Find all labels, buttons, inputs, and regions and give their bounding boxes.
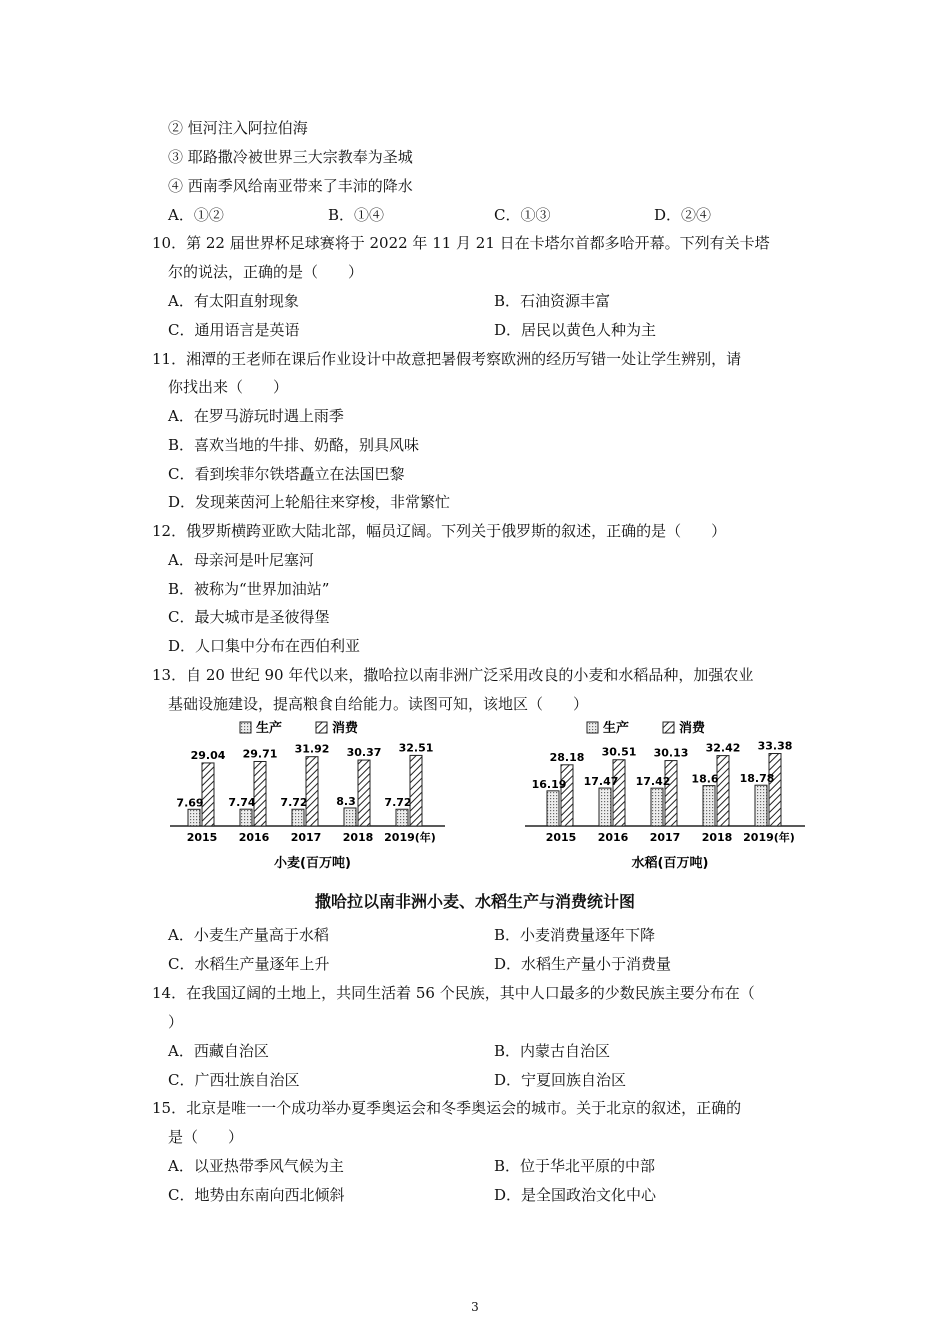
q10-option-b: B．石油资源丰富 (494, 292, 611, 310)
rice-bar-consumption-0 (561, 765, 573, 826)
rice-label-consumption-2: 30.13 (653, 746, 689, 760)
rice-label-production-3: 18.6 (691, 772, 719, 786)
rice-tick-3: 2018 (701, 831, 733, 844)
q10-option-d: D．居民以黄色人种为主 (494, 321, 657, 339)
wheat-label-consumption-0: 29.04 (190, 748, 226, 762)
wheat-label-consumption-1: 29.71 (242, 747, 278, 761)
rice-legend-consumption-swatch (663, 722, 674, 733)
q12-option-b: B．被称为“世界加油站” (168, 580, 330, 598)
wheat-tick-1: 2016 (238, 831, 270, 844)
wheat-tick-2: 2017 (290, 831, 322, 844)
wheat-bar-consumption-1 (254, 761, 266, 826)
q13-stem-line1: 13．自 20 世纪 90 年代以来，撒哈拉以南非洲广泛采用改良的小麦和水稻品种，加强农业 (152, 666, 754, 684)
wheat-label-production-3: 8.3 (336, 794, 356, 808)
q13-option-c: C．水稻生产量逐年上升 (168, 955, 330, 973)
q15-stem-line1: 15．北京是唯一一个成功举办夏季奥运会和冬季奥运会的城市。关于北京的叙述，正确的 (152, 1099, 742, 1117)
rice-tick-4: 2019(年) (743, 831, 795, 844)
rice-legend-production-swatch (587, 722, 598, 733)
q10-option-c: C．通用语言是英语 (168, 321, 300, 339)
rice-legend-production-label: 生产 (603, 721, 630, 736)
rice-label-production-0: 16.19 (531, 777, 567, 791)
rice-label-consumption-1: 30.51 (601, 745, 637, 759)
q10-stem-line1: 10．第 22 届世界杯足球赛将于 2022 年 11 月 21 日在卡塔尔首都多哈开幕。下列有关卡塔 (152, 234, 770, 252)
rice-chart-title: 水稻(百万吨) (631, 856, 709, 871)
q15-option-d: D．是全国政治文化中心 (494, 1186, 657, 1204)
wheat-bar-consumption-2 (306, 757, 318, 826)
crop-charts (160, 714, 810, 884)
rice-label-consumption-3: 32.42 (705, 741, 741, 755)
rice-bar-production-2 (651, 788, 663, 826)
rice-bar-production-4 (755, 785, 767, 826)
wheat-legend-production-label: 生产 (256, 721, 283, 736)
q11-stem-line1: 11．湘潭的王老师在课后作业设计中故意把暑假考察欧洲的经历写错一处让学生辨别，请 (152, 350, 742, 368)
q14-option-d: D．宁夏回族自治区 (494, 1071, 627, 1089)
rice-bar-production-1 (599, 788, 611, 826)
q15-option-c: C．地势由东南向西北倾斜 (168, 1186, 345, 1204)
q11-option-d: D．发现莱茵河上轮船往来穿梭，非常繁忙 (168, 493, 451, 511)
rice-legend-consumption-label: 消费 (679, 721, 706, 736)
q14-stem-line1: 14．在我国辽阔的土地上，共同生活着 56 个民族，其中人口最多的少数民族主要分布在（ (152, 984, 755, 1002)
q15-option-b: B．位于华北平原的中部 (494, 1157, 656, 1175)
rice-label-production-2: 17.42 (635, 775, 671, 789)
wheat-tick-3: 2018 (342, 831, 374, 844)
figure-title: 撒哈拉以南非洲小麦、水稻生产与消费统计图 (314, 892, 635, 911)
wheat-legend-consumption-swatch (316, 722, 327, 733)
q15-stem-line2: 是（ ） (168, 1128, 244, 1146)
wheat-tick-4: 2019(年) (384, 831, 436, 844)
wheat-label-consumption-4: 32.51 (398, 741, 434, 755)
wheat-label-consumption-2: 31.92 (294, 742, 330, 756)
q11-option-b: B．喜欢当地的牛排、奶酪，别具风味 (168, 436, 420, 454)
rice-label-consumption-0: 28.18 (549, 750, 585, 764)
rice-label-consumption-4: 33.38 (757, 739, 793, 753)
q10-option-a: A．有太阳直射现象 (168, 292, 299, 310)
wheat-chart-title: 小麦(百万吨) (274, 856, 351, 871)
q11-stem-line2: 你找出来（ ） (168, 378, 289, 396)
q13-option-d: D．水稻生产量小于消费量 (494, 955, 672, 973)
q13-option-b: B．小麦消费量逐年下降 (494, 926, 656, 944)
q9-option-a: A．①② (168, 206, 224, 224)
q12-option-c: C．最大城市是圣彼得堡 (168, 608, 330, 626)
wheat-bar-consumption-4 (410, 755, 422, 826)
rice-bar-production-3 (703, 786, 715, 826)
wheat-bar-consumption-3 (358, 760, 370, 826)
q9-option-d: D．②④ (654, 206, 712, 224)
rice-tick-0: 2015 (545, 831, 577, 844)
wheat-tick-0: 2015 (186, 831, 218, 844)
rice-bar-production-0 (547, 791, 559, 826)
rice-label-production-4: 18.78 (739, 772, 775, 786)
q9-statement-4: ④ 西南季风给南亚带来了丰沛的降水 (168, 177, 413, 195)
rice-tick-1: 2016 (597, 831, 629, 844)
q13-option-a: A．小麦生产量高于水稻 (168, 926, 329, 944)
wheat-legend-consumption-label: 消费 (332, 721, 359, 736)
q13-stem-line2: 基础设施建设，提高粮食自给能力。读图可知，该地区（ ） (168, 695, 589, 713)
rice-bar-consumption-3 (717, 756, 729, 826)
q9-statement-2: ② 恒河注入阿拉伯海 (168, 119, 308, 137)
wheat-label-production-4: 7.72 (384, 796, 412, 810)
wheat-label-production-2: 7.72 (280, 796, 308, 810)
wheat-bar-production-4 (396, 809, 408, 826)
q9-option-b: B．①④ (328, 206, 385, 224)
page-number: 3 (471, 1300, 479, 1314)
q11-option-c: C．看到埃菲尔铁塔矗立在法国巴黎 (168, 465, 405, 483)
wheat-label-consumption-3: 30.37 (346, 746, 382, 760)
wheat-label-production-1: 7.74 (228, 796, 256, 810)
rice-bar-consumption-4 (769, 754, 781, 826)
q14-option-c: C．广西壮族自治区 (168, 1071, 300, 1089)
q14-option-a: A．西藏自治区 (168, 1042, 269, 1060)
rice-bar-consumption-1 (613, 760, 625, 826)
q14-stem-line2: ） (168, 1013, 184, 1031)
q11-option-a: A．在罗马游玩时遇上雨季 (168, 407, 344, 425)
wheat-legend-production-swatch (240, 722, 251, 733)
q9-option-c: C．①③ (494, 206, 551, 224)
q12-stem: 12．俄罗斯横跨亚欧大陆北部，幅员辽阔。下列关于俄罗斯的叙述，正确的是（ ） (152, 522, 727, 540)
wheat-bar-production-3 (344, 808, 356, 826)
q12-option-a: A．母亲河是叶尼塞河 (168, 551, 314, 569)
q10-stem-line2: 尔的说法，正确的是（ ） (168, 263, 364, 281)
wheat-bar-consumption-0 (202, 763, 214, 826)
q15-option-a: A．以亚热带季风气候为主 (168, 1157, 344, 1175)
wheat-bar-production-0 (188, 809, 200, 826)
wheat-label-production-0: 7.69 (176, 796, 204, 810)
rice-bar-consumption-2 (665, 761, 677, 826)
q9-statement-3: ③ 耶路撒冷被世界三大宗教奉为圣城 (168, 148, 413, 166)
wheat-bar-production-2 (292, 809, 304, 826)
q12-option-d: D．人口集中分布在西伯利亚 (168, 637, 361, 655)
rice-tick-2: 2017 (649, 831, 681, 844)
q14-option-b: B．内蒙古自治区 (494, 1042, 611, 1060)
rice-label-production-1: 17.47 (583, 775, 619, 789)
wheat-bar-production-1 (240, 809, 252, 826)
